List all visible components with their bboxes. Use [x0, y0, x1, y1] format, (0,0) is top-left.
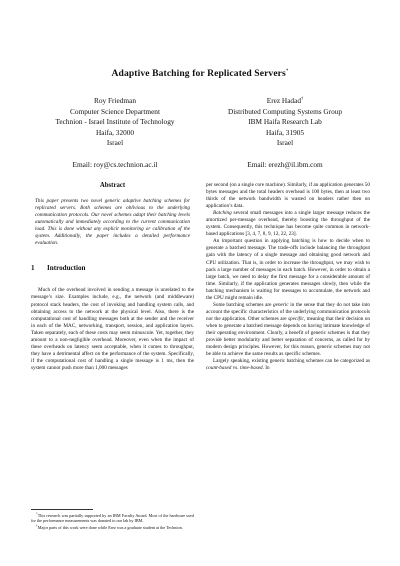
paper-title	[0, 68, 400, 79]
section-heading-introduction	[31, 265, 194, 272]
section-number: 1	[31, 264, 35, 273]
footnote-text: Major parts of this work were done while Erez was a graduate student at the Technion.	[37, 524, 183, 530]
author-footnote-mark: †	[300, 95, 304, 101]
footnote-mark: *	[36, 511, 38, 516]
author-1	[30, 96, 200, 171]
author-name: Erez Hadad	[266, 96, 301, 105]
intro-paragraph-1: Much of the overhead involved in sending a message is unrelated to the message’s size. Examples include, e.g., the network (and middleware) protocol stack headers, the cost of invoking and handling system calls, and obtaining access to the network at the physical level. Also, there is the computational cost of handling messages both at the sender and the receiver in each of the MAC, networking, transport, session, and application layers. Taken separately, each of these costs may seem minuscule. Yet, together, they amount to a non-negligible overhead. Moreover, even when the impact of these overheads on latency seem acceptable, when it comes to throughput, they have a detrimental affect on the performance of the system. Specifically, if the computational cost of handling a single message is 1 ms, then the system cannot push more than 1,000 messages	[31, 287, 194, 371]
author-city: Haifa, 32000	[95, 127, 135, 137]
abstract-heading: Abstract	[99, 182, 126, 189]
right-paragraph-2	[206, 210, 370, 238]
term-time-based: time-based	[239, 365, 263, 372]
right-column	[206, 182, 370, 372]
paragraph-text: several small messages into a single larger message reduces the amortized per-message overhead, thereby boosting the throughput of the system. Consequently, this technique has become quite common in network-based applications [3, 4, 7, 8, 9, 12, 22, 23].	[206, 210, 370, 238]
footnote-rule	[31, 509, 93, 510]
right-paragraph-3: An important question in applying batching is how to decide when to generate a batched message. The trade-offs include balancing the throughput gain with the latency of a single message and obtaining good network and CPU utilization. That is, in order to increase the throughput, we may wish to pack a large number of messages in each batch. However, in order to obtain a large batch, we need to delay the first message for a considerable amount of time. Similarly, if the application generates messages slowly, then while the batching mechanism is waiting for messages to accumulate, the network and the CPU might remain idle.	[206, 238, 370, 301]
footnote-mark: †	[36, 523, 38, 528]
paragraph-text: . In	[262, 365, 270, 372]
author-2	[200, 96, 370, 171]
abstract-text: This paper presents two novel generic adaptive batching schemes for replicated servers. Both schemes are oblivious to the underlying communication protocols. Our novel schemes adapt their batching levels automatically and immediately according to the current communication load. This is done without any explicit monitoring or calibration of the system. Additionally, the paper includes a detailed performance evaluation.	[35, 198, 190, 247]
term-generic: generic	[273, 301, 289, 308]
right-paragraph-5	[206, 358, 370, 372]
author-name-line	[200, 96, 370, 107]
paragraph-text: Some batching schemes are	[213, 301, 274, 308]
title-footnote-mark: *	[285, 68, 289, 74]
paragraph-text: Largely speaking, existing generic batching schemes can be categorized as	[213, 358, 370, 365]
right-paragraph-1: per second (on a single core machine). Similarly, if an application generates 50 bytes messages and the total headers overhead is 100 bytes, then at least two thirds of the network bandwidth is wasted on headers rather then on application’s data.	[206, 182, 370, 210]
footnote-2	[31, 525, 194, 530]
paragraph-text: vs.	[231, 365, 240, 372]
paper-title-text: Adaptive Batching for Replicated Servers	[111, 68, 286, 79]
author-country: Israel	[106, 138, 124, 148]
footnote-text: This research was partially supported by an IBM Faculty Award. Most of the hardware used for the performance measurements was donated to our lab by IBM.	[31, 513, 194, 524]
paragraph-text: , meaning that their decision on when to generate a batched message depends on having intimate knowledge of their operating environment. Clearly, a benefit of generic schemes is that they provide better modularity and better separation of concerns, as called for by modern design principles. However, for this reason, generic schemes may not be able to achieve the same results as specific schemes.	[206, 315, 370, 358]
paragraph-text: in the sense that they do not take into account the specific characteristics of the underlying communication protocols nor the application. Other schemes are	[206, 301, 370, 322]
author-email: Email: erezh@il.ibm.com	[247, 159, 323, 169]
author-name: Roy Friedman	[94, 96, 136, 105]
term-batching: Batching	[213, 210, 232, 217]
section-title: Introduction	[47, 264, 86, 273]
author-email: Email: roy@cs.technion.ac.il	[72, 159, 158, 169]
term-specific: specific	[288, 315, 304, 322]
author-org: IBM Haifa Research Lab	[248, 117, 322, 127]
left-column	[31, 182, 194, 372]
author-dept: Computer Science Department	[70, 106, 160, 116]
author-country: Israel	[276, 138, 294, 148]
footnote-1	[31, 513, 194, 524]
author-dept: Distributed Computing Systems Group	[227, 106, 343, 116]
author-org: Technion - Israel Institute of Technology	[55, 117, 175, 127]
term-count-based: count-based	[206, 365, 232, 372]
right-paragraph-4	[206, 302, 370, 358]
author-city: Haifa, 31905	[265, 127, 305, 137]
footnotes	[31, 509, 194, 531]
